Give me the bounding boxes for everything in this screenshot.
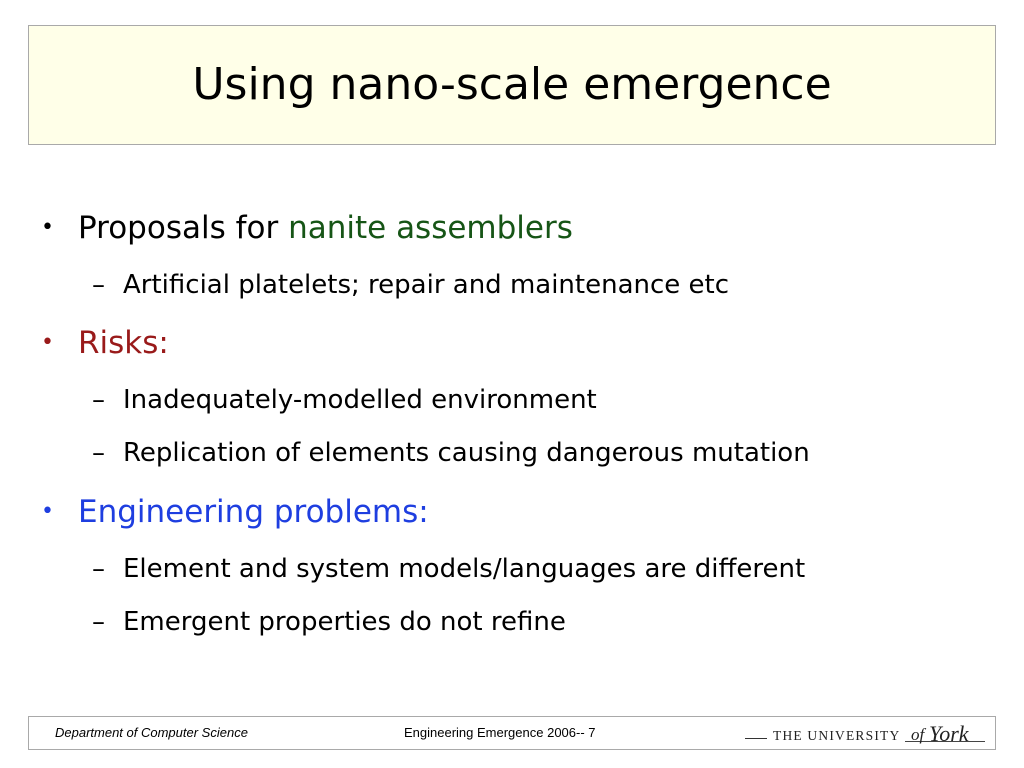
sub-dash: –: [92, 385, 105, 415]
bullet-risks: [0, 323, 1024, 363]
bullet-text: Engineering problems:: [78, 494, 429, 530]
sub-item: [0, 436, 1024, 470]
logo-university-text: THE UNIVERSITY: [773, 728, 901, 743]
sub-dash: –: [92, 438, 105, 468]
bullet-text: Risks:: [78, 325, 169, 361]
logo-rule: [745, 738, 767, 739]
sub-item: [0, 268, 1024, 302]
bullet-dot: •: [41, 499, 54, 524]
bullet-proposals: [0, 208, 1024, 248]
sub-item-text: Element and system models/languages are different: [123, 554, 806, 584]
logo-york-text: York: [929, 721, 969, 746]
sub-item-text: Inadequately-modelled environment: [123, 385, 597, 415]
footer-course-page: Engineering Emergence 2006-- 7: [404, 725, 596, 740]
sub-dash: –: [92, 270, 105, 300]
footer: [28, 716, 996, 750]
bullet-dot: •: [41, 215, 54, 240]
sub-item-text: Artificial platelets; repair and maintenance etc: [123, 270, 730, 300]
sub-item-text: Emergent properties do not refine: [123, 607, 566, 637]
logo-of-text: of: [911, 725, 925, 744]
sub-item: [0, 383, 1024, 417]
sub-dash: –: [92, 607, 105, 637]
sub-dash: –: [92, 554, 105, 584]
bullet-label: Proposals for: [78, 210, 289, 246]
footer-department: Department of Computer Science: [55, 725, 248, 740]
title-box: [28, 25, 996, 145]
sub-item: [0, 605, 1024, 639]
university-logo: [745, 719, 990, 747]
sub-item: [0, 552, 1024, 586]
bullet-text: [78, 208, 573, 248]
sub-item-text: Replication of elements causing dangerous mutation: [123, 438, 810, 468]
highlight-term: nanite assemblers: [288, 210, 573, 246]
slide-title: Using nano-scale emergence: [192, 59, 832, 110]
bullet-engineering: [0, 492, 1024, 532]
bullet-dot: •: [41, 330, 54, 355]
